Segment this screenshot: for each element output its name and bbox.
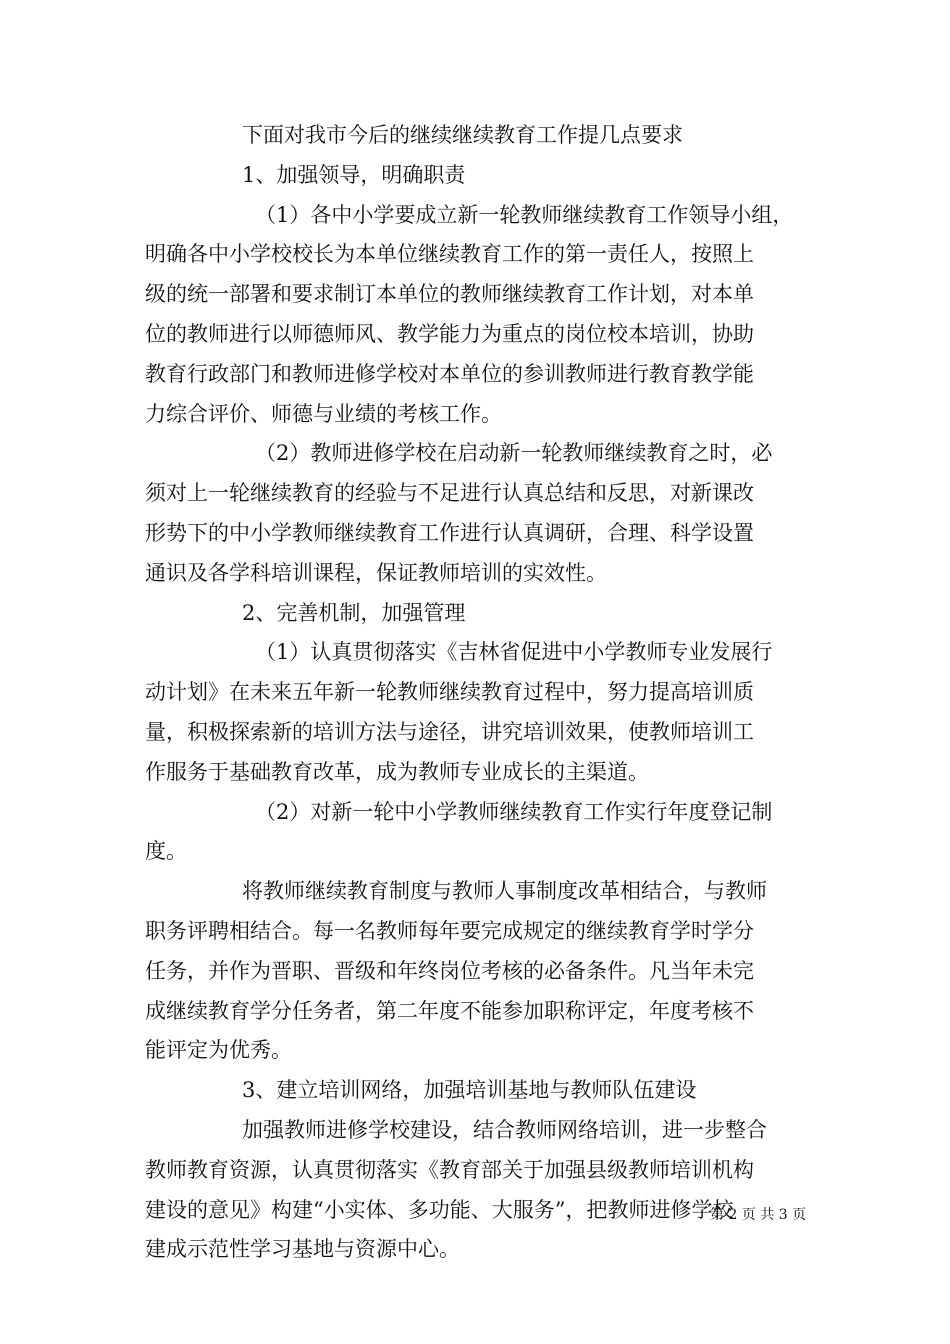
text-line: （1）认真贯彻落实《吉林省促进中小学教师专业发展行 <box>255 640 773 665</box>
document-body <box>145 116 807 1270</box>
text-line: 加强教师进修学校建设，结合教师网络培训，进一步整合 <box>242 1117 767 1142</box>
text-line: 动计划》在未来五年新一轮教师继续教育过程中，努力提高培训质 <box>145 680 754 705</box>
page-number: 第 2 页 共 3 页 <box>710 1207 807 1223</box>
text-line: 形势下的中小学教师继续教育工作进行认真调研，合理、科学设置 <box>145 520 754 545</box>
text-line: 建设的意见》构建“小实体、多功能、大服务”，把教师进修学校 <box>145 1197 734 1222</box>
text-line: 量，积极探索新的培训方法与途径，讲究培训效果，使教师培训工 <box>145 719 754 744</box>
text-line: 度。 <box>145 839 187 864</box>
text-line: 作服务于基础教育改革，成为教师专业成长的主渠道。 <box>145 759 649 784</box>
text-line: 位的教师进行以师德师风、教学能力为重点的岗位校本培训，协助 <box>145 321 754 346</box>
text-line: （2）教师进修学校在启动新一轮教师继续教育之时，必 <box>255 441 773 466</box>
text-line: 级的统一部署和要求制订本单位的教师继续教育工作计划，对本单 <box>145 282 754 307</box>
text-line: 建成示范性学习基地与资源中心。 <box>145 1237 460 1262</box>
text-line: 明确各中小学校校长为本单位继续教育工作的第一责任人，按照上 <box>145 242 754 267</box>
text-line: （2）对新一轮中小学教师继续教育工作实行年度登记制 <box>255 799 773 824</box>
text-line: 须对上一轮继续教育的经验与不足进行认真总结和反思，对新课改 <box>145 481 754 506</box>
text-line: 下面对我市今后的继续继续教育工作提几点要求 <box>242 123 683 147</box>
text-line: 成继续教育学分任务者，第二年度不能参加职称评定，年度考核不 <box>145 998 754 1023</box>
text-line: 职务评聘相结合。每一名教师每年要完成规定的继续教育学时学分 <box>145 918 754 943</box>
text-line: 教育行政部门和教师进修学校对本单位的参训教师进行教育教学能 <box>145 361 754 386</box>
text-line: 力综合评价、师德与业绩的考核工作。 <box>145 401 502 426</box>
text-line: （1）各中小学要成立新一轮教师继续教育工作领导小组， <box>255 202 794 227</box>
text-line: 任务，并作为晋职、晋级和年终岗位考核的必备条件。凡当年未完 <box>145 958 754 983</box>
text-line: 教师教育资源，认真贯彻落实《教育部关于加强县级教师培训机构 <box>145 1157 754 1182</box>
text-line: 3、建立培训网络，加强培训基地与教师队伍建设 <box>242 1078 697 1103</box>
text-line: 1、加强领导，明确职责 <box>242 162 466 187</box>
text-line: 2、完善机制，加强管理 <box>242 600 466 625</box>
text-line: 能评定为优秀。 <box>145 1038 292 1063</box>
text-line: 通识及各学科培训课程，保证教师培训的实效性。 <box>145 560 607 585</box>
text-line: 将教师继续教育制度与教师人事制度改革相结合，与教师 <box>242 879 767 904</box>
